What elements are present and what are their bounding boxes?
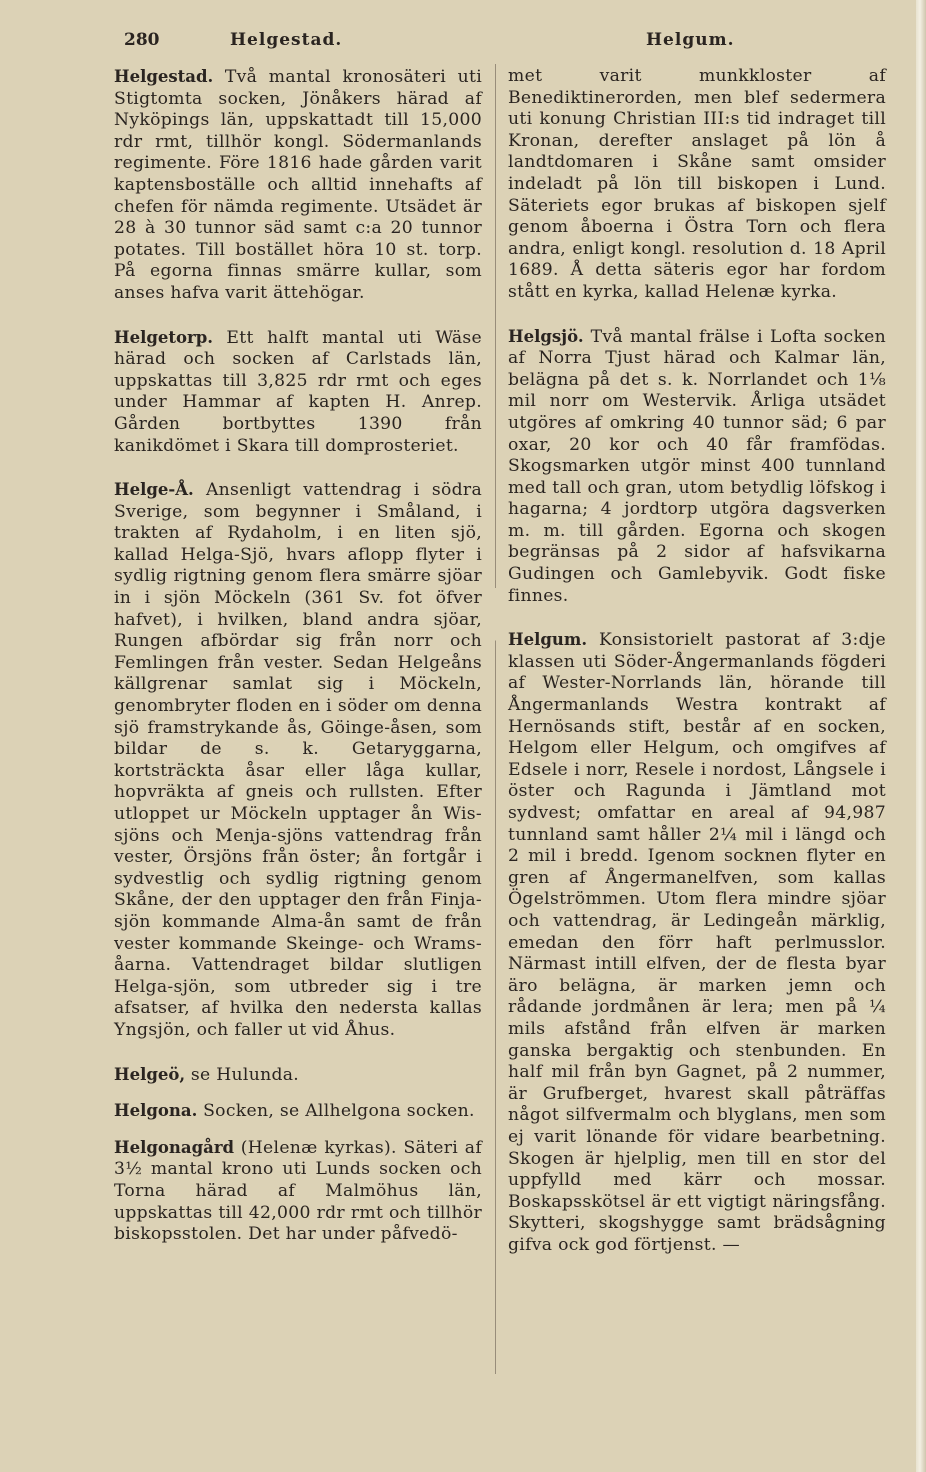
entry [114,327,482,458]
left-column [114,66,482,1268]
running-title-left: Helgestad. [230,30,343,50]
entry-text: Ansenligt vattendrag i södra Sverige, som begynner i Småland, i trakten af Rydaholm, i en liten sjö, kallad Helga-Sjö, hvars aflopp flyter i sydlig rigtning genom flera smärre sjöar in i sjön Möckeln (361 Sv. fot öfver hafvet), i hvilken, bland andra sjöar, Rungen afbördar sig från norr och Femlingen från vester. Sedan Helgeåns källgrenar samlat sig i Möckeln, genombryter floden en i söder om denna sjö framstrykande ås, Göinge-åsen, som bildar de s. k. Getaryggarna, kortsträckta åsar eller låga kullar, hopvräkta af gneis och rullsten. Efter utloppet ur Möckeln upptager ån Wis-sjöns och Menja-sjöns vattendrag från vester, Örsjöns från öster; ån fortgår i sydvestlig och sydlig rigtning genom Skåne, der den upptager den från Finja-sjön kommande Alma-ån samt de från vester kommande Skeinge- och Wrams-åarna. Vattendraget bildar slutligen Helga-sjön, som utbreder sig i tre afsatser, af hvilka den nedersta kallas Yngsjön, och faller ut vid Åhus. [114,480,482,1040]
running-title-right: Helgum. [646,30,735,50]
page-edge [916,0,926,1472]
entry-text: (Helenæ kyrkas). Säteri af 3½ mantal krono uti Lunds socken och Torna härad af Malmöhus län, uppskattas till 42,000 rdr rmt och tillhör biskopsstolen. Det har under påfvedö- [114,1137,482,1245]
entry [508,326,886,608]
entry-text: met varit munkkloster af Benediktinerorden, men blef sedermera uti konung Christian III:s tid indraget till Kronan, derefter anslaget på lön å landtdomaren i Skåne samt omsider indeladt på lön till biskopen i Lund. Säteriets egor brukas af biskopen sjelf genom åboerna i Östra Torn och flera andra, enligt kongl. resolution d. 18 April 1689. Å detta säteris egor har fordom stått en kyrka, kallad Helenæ kyrka. [508,66,886,302]
entry [114,1137,482,1246]
entry-headword: Helgestad. [114,67,214,86]
entry-headword: Helgetorp. [114,327,213,347]
page-number: 280 [124,30,160,50]
entry-text: Två mantal frälse i Lofta socken af Norra Tjust härad och Kalmar län, belägna på det s. k. Norrlandet och 1⅛ mil norr om Westervik. Årliga utsädet utgöres af omkring 40 tunnor säd; 6 par oxar, 20 kor och 40 får framfödas. Skogsmarken utgör minst 400 tunnland med tall och gran, utom betydlig löfskog i hagarna; 4 jordtorp utgöra dagsverken m. m. till gården. Egorna och skogen begränsas på 2 sidor af hafsvikarna Gudingen och Gamlebyvik. Godt fiske finnes. [508,326,887,606]
entry-headword: Helge-Å. [114,480,194,500]
entry-text: Två mantal kronosäteri uti Stigtomta socken, Jönåkers härad af Nyköpings län, uppskattadt till 15,000 rdr rmt, tillhör kongl. Södermanlands regimente. Före 1816 hade gården varit kaptensboställe och alltid innehafts af chefen för nämda regimente. Utsädet är 28 à 30 tunnor säd samt c:a 20 tunnor potates. Till bostället höra 10 st. torp. På egorna finnas smärre kullar, som anses hafva varit ättehögar. [114,67,483,303]
entry-text: Ett halft mantal uti Wäse härad och socken af Carlstads län, uppskattas till 3,825 rdr rmt och eges under Hammar af kapten H. Anrep. Gården bortbyttes 1390 från kanikdömet i Skara till domprosteriet. [114,327,482,456]
entry-headword: Helgeö, [114,1064,186,1084]
entry-headword: Helgonagård [114,1137,235,1157]
right-column [508,66,886,1278]
entry-text: Konsistorielt pastorat af 3:dje klassen uti Söder-Ångermanlands fögderi af Wester-Norrlands län, hörande till Ångermanlands Westra kontrakt af Hernösands stift, består af en socken, Helgom eller Helgum, och omgifves af Edsele i norr, Resele i nordost, Långsele i öster och Ragunda i Jämtland mot sydvest; omfattar en areal af 94,987 tunnland samt håller 2¼ mil i längd och 2 mil i bredd. Igenom socknen flyter en gren af Ångermanelfven, som kallas Ögelströmmen. Utom flera mindre sjöar och vattendrag, är Ledingeån märklig, emedan den förr haft perlmusslor. Närmast intill elfven, der de flesta byar äro belägna, är marken jemn och rådande jordmånen är lera; men på ¼ mils afstånd från elfven är marken ganska bergaktig och stenbunden. En half mil från byn Gagnet, på 2 nummer, är Grufberget, hvarest skall påträffas något silfvermalm och blyglans, men som ej varit lönande för vidare bearbetning. Skogen är hjelplig, men till en stor del uppfylld med kärr och mossar. Boskapsskötsel är ett vigtigt näringsfång. Skytteri, skogshygge samt brädsågning gifva ock god förtjenst. — [508,630,886,1255]
entry [114,66,482,305]
entry-text: Socken, se Allhelgona socken. [203,1101,475,1122]
entry-headword: Helgum. [508,630,588,650]
entry-headword: Helgona. [114,1101,198,1121]
column-divider [495,64,496,1374]
entry [114,1064,482,1087]
entry-continuation [508,66,886,304]
entry [508,629,886,1256]
running-header [0,30,926,60]
entry [114,1100,482,1123]
entry-headword: Helgsjö. [508,326,584,346]
entry-text: se Hulunda. [190,1064,300,1085]
entry [114,479,482,1041]
